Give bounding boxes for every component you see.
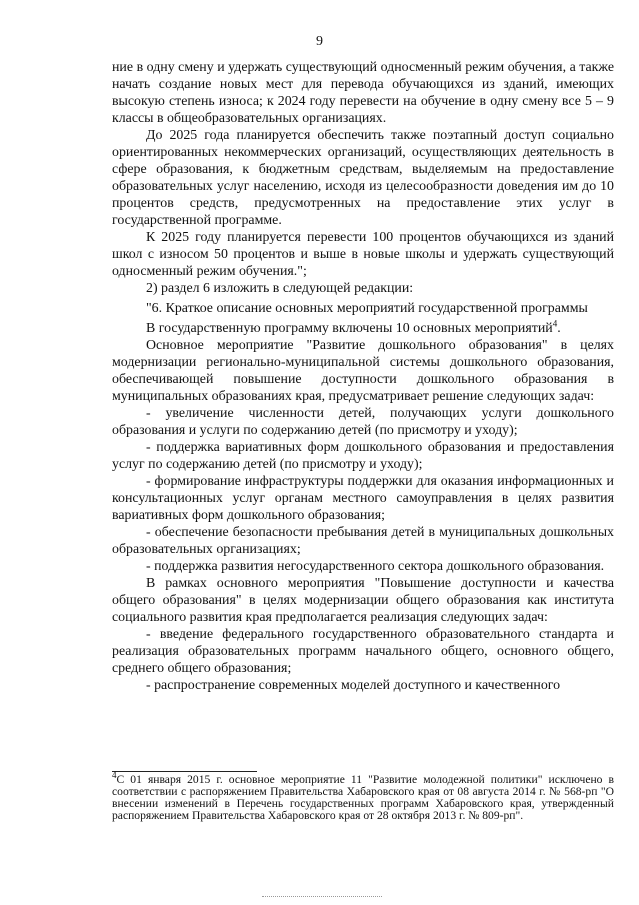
intro-end: . bbox=[557, 321, 561, 336]
paragraph: 2) раздел 6 изложить в следующей редакции: bbox=[146, 281, 414, 296]
bottom-edge-mark bbox=[262, 896, 382, 897]
body-text bbox=[112, 59, 614, 694]
footnote-ref: 4 bbox=[552, 318, 558, 329]
footnote bbox=[112, 770, 614, 822]
paragraph-continuation: ние в одну смену и удержать существующий односменный режим обучения, а также начать создание новых мест для перевода обучающихся из зданий, имеющих высокую степень износа; к 2024 году перевести на обучение в одну смену все 5 – 9 классы в общеобразовательных организациях. bbox=[112, 60, 614, 126]
list-item: - обеспечение безопасности пребывания детей в муниципальных дошкольных образовательных организациях; bbox=[112, 525, 614, 557]
footnote-mark: 4 bbox=[112, 770, 117, 781]
section-heading bbox=[146, 302, 614, 316]
section-title: Краткое описание основных мероприятий государственной программы bbox=[165, 301, 588, 316]
footnote-divider bbox=[112, 771, 257, 772]
paragraph: До 2025 года планируется обеспечить также поэтапный доступ социально ориентированных некоммерческих организаций, осуществляющих деятельность в сфере образования, к бюджетным средствам, выделяемым на предоставление образовательных услуг населению, исходя из целесообразности доведения им до 10 процентов средств, предусмотренных на предоставление этих услуг в государственной программе. bbox=[112, 128, 614, 228]
intro-paragraph bbox=[112, 320, 614, 337]
paragraph: К 2025 году планируется перевести 100 процентов обучающихся из зданий школ с износом 50 процентов и выше в новые школы и удержать существующий односменный режим обучения."; bbox=[112, 230, 614, 279]
paragraph: Основное мероприятие "Развитие дошкольного образования" в целях модернизации регионально-муниципальной системы дошкольного образования, обеспечивающей повышение доступности дошкольного образования в муниципальных образованиях края, предусматривает решение следующих задач: bbox=[112, 338, 614, 404]
list-item: - введение федерального государственного образовательного стандарта и реализация образовательных программ начального общего, основного общего, среднего общего образования; bbox=[112, 627, 614, 676]
paragraph: В рамках основного мероприятия "Повышение доступности и качества общего образования" в целях модернизации общего образования как института социального развития края предполагается реализация следующих задач: bbox=[112, 576, 614, 625]
list-item: - поддержка развития негосударственного сектора дошкольного образования. bbox=[146, 559, 605, 574]
list-item: - увеличение численности детей, получающих услуги дошкольного образования и услуги по содержанию детей (по присмотру и уходу); bbox=[112, 406, 614, 438]
section-number: "6. bbox=[146, 301, 166, 316]
list-item: - поддержка вариативных форм дошкольного образования и предоставления услуг по содержанию детей (по присмотру и уходу); bbox=[112, 440, 614, 472]
list-item: - формирование инфраструктуры поддержки для оказания информационных и консультационных услуг органам местного самоуправления в целях развития вариативных форм дошкольного образования; bbox=[112, 474, 614, 523]
intro-text: В государственную программу включены 10 основных мероприятий bbox=[146, 321, 553, 336]
footnote-text: С 01 января 2015 г. основное мероприятие 11 "Развитие молодежной политики" исключено в соответствии с распоряжением Правительства Хабаровского края от 08 августа 2014 г. № 568-рп "О внесении изменений в Перечень государственных программ Хабаровского края, утвержденный распоряжением Правительства Хабаровского края от 28 октября 2013 г. № 809-рп". bbox=[112, 773, 614, 822]
page-number: 9 bbox=[316, 34, 323, 49]
list-item: - распространение современных моделей доступного и качественного bbox=[146, 678, 561, 693]
